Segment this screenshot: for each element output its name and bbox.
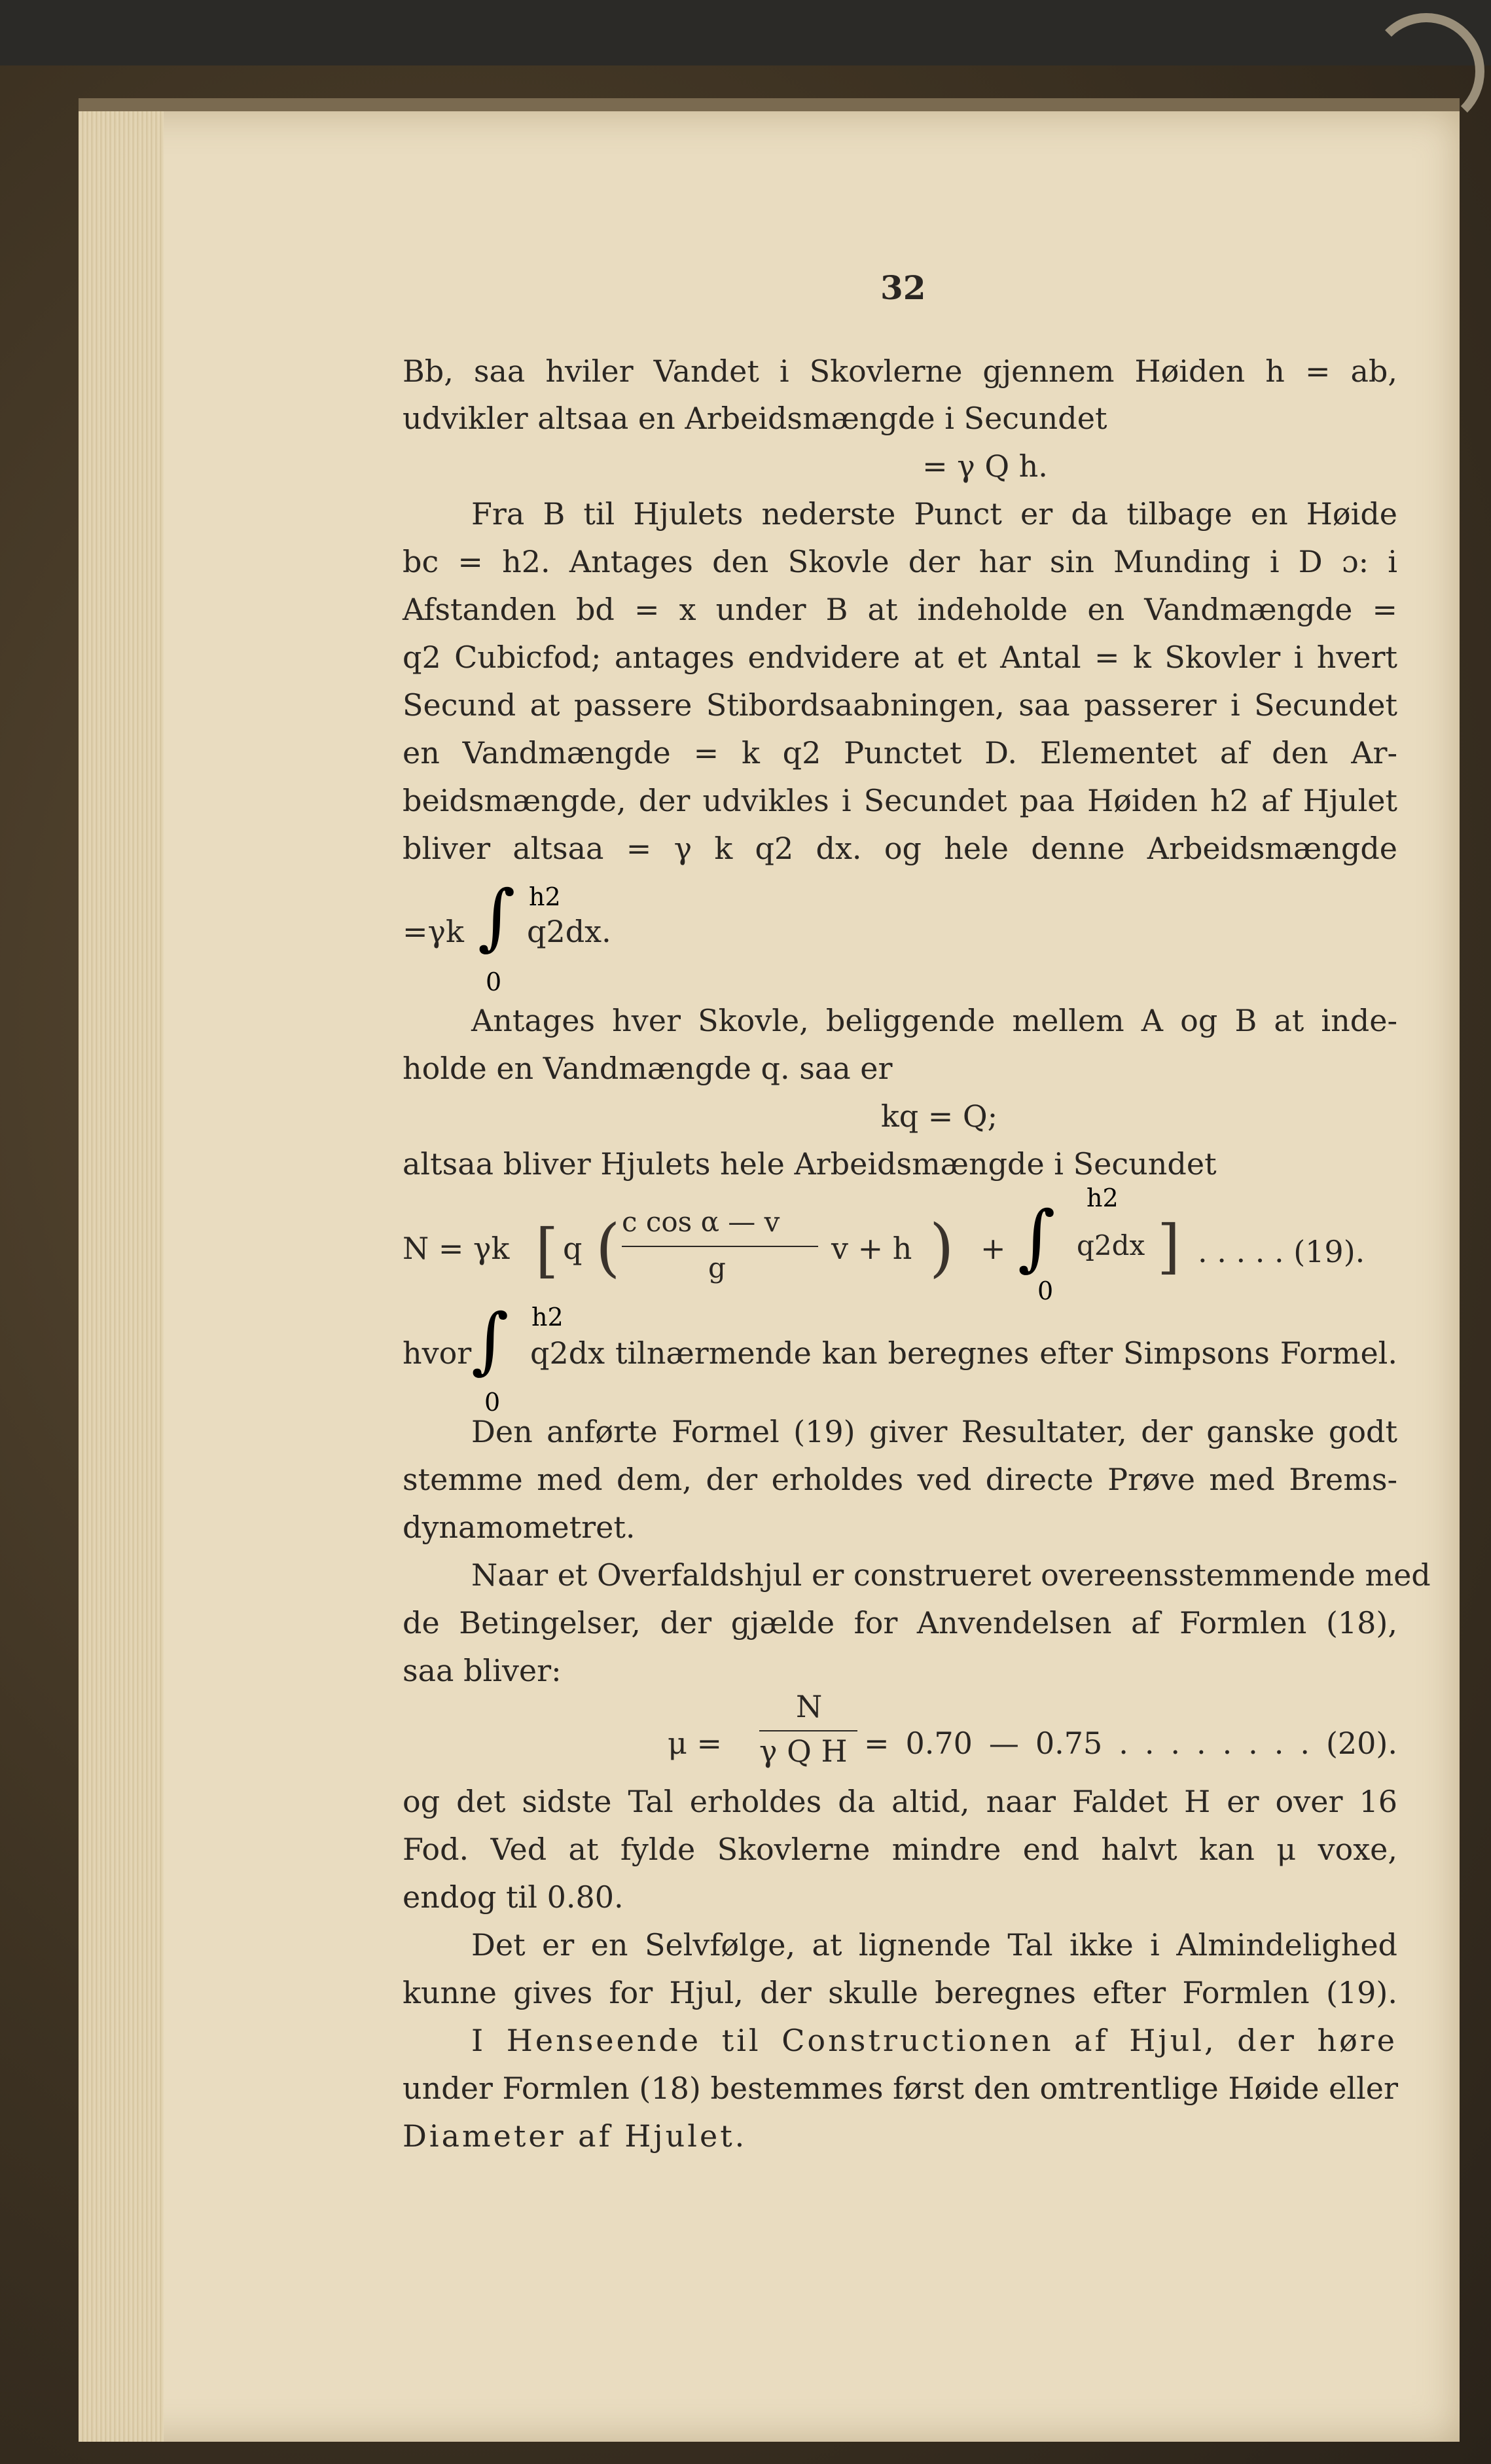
text-line-5: bc = h2. Antages den Skovle der har sin Munding i D ɔ: i (403, 544, 1397, 579)
eq19-right-bracket: ] (1157, 1212, 1181, 1281)
text-line-1: Bb, saa hviler Vandet i Skovlerne gjennem Høiden h = ab, (403, 353, 1397, 389)
eq19-upper-limit: h2 (1087, 1184, 1119, 1212)
formula-kq: kq = Q; (880, 1098, 998, 1134)
eq19-denominator: g (708, 1252, 726, 1284)
page-stack-edge (79, 111, 164, 2442)
integral-sign-2-icon: ∫ (471, 1298, 509, 1382)
text-line-32: under Formlen (18) bestemmes først den omtrentlige Høide eller (403, 2071, 1398, 2106)
eq20-numerator: N (796, 1689, 823, 1724)
eq19-numerator: c cos α — v (622, 1206, 780, 1238)
eq19-integral-icon: ∫ (1018, 1195, 1056, 1279)
text-line-14: holde en Vandmængde q. saa er (403, 1051, 893, 1086)
integral-upper-limit: h2 (529, 882, 561, 911)
text-line-20: stemme med dem, der erholdes ved directe Prøve med Brems- (403, 1462, 1397, 1497)
text-line-33: Diameter af Hjulet. (403, 2118, 747, 2154)
text-line-27: Fod. Ved at fylde Skovlerne mindre end halvt kan μ voxe, (403, 1832, 1397, 1867)
eq19-right-paren: ) (929, 1211, 954, 1284)
eq19-left-paren: ( (596, 1211, 620, 1284)
eq19-left-bracket: [ (535, 1216, 559, 1285)
integral-2-upper-limit: h2 (531, 1303, 564, 1332)
text-line-31: I Henseende til Constructionen af Hjul, der høre (471, 2023, 1397, 2058)
text-line-8: Secund at passere Stibordsaabningen, saa passerer i Secundet (403, 687, 1397, 723)
integral-sign-icon: ∫ (478, 875, 516, 958)
text-line-22: Naar et Overfaldshjul er construeret overeensstemmende med (471, 1557, 1431, 1593)
eq19-integrand: q2dx (1077, 1229, 1145, 1261)
integral-lower-limit: 0 (486, 968, 502, 996)
integral-prefix: =γk (403, 914, 464, 949)
eq19-tag: . . . . . (19). (1198, 1234, 1365, 1269)
eq19-plus: + (980, 1231, 1006, 1266)
page-number: 32 (880, 268, 926, 307)
eq19-lhs: N = γk (403, 1231, 510, 1266)
formula-gamma-qh: = γ Q h. (922, 448, 1048, 484)
text-line-30: kunne gives for Hjul, der skulle beregnes efter Formlen (19). (403, 1975, 1397, 2010)
text-line-6: Afstanden bd = x under B at indeholde en Vandmængde = (403, 592, 1397, 627)
eq19-fraction-bar (622, 1246, 818, 1247)
text-line-28: endog til 0.80. (403, 1879, 624, 1915)
integral-2-lower-limit: 0 (484, 1388, 501, 1417)
eq19-lower-limit: 0 (1037, 1277, 1054, 1305)
text-line-2: udvikler altsaa en Arbeidsmængde i Secundet (403, 401, 1107, 436)
text-line-26: og det sidste Tal erholdes da altid, naar Faldet H er over 16 (403, 1784, 1397, 1819)
text-line-23: de Betingelser, der gjælde for Anvendelsen af Formlen (18), (403, 1605, 1397, 1640)
text-line-16: altsaa bliver Hjulets hele Arbeidsmængde i Secundet (403, 1146, 1217, 1182)
eq19-v-plus-h: v + h (831, 1231, 912, 1266)
text-line-19: Den anførte Formel (19) giver Resultater, der ganske godt (471, 1414, 1397, 1449)
text-hvor: hvor (403, 1335, 472, 1371)
text-line-29: Det er en Selvfølge, at lignende Tal ikke i Almindelighed (471, 1927, 1397, 1963)
text-line-10: beidsmængde, der udvikles i Secundet paa Høiden h2 af Hjulet (403, 783, 1397, 818)
text-line-4: Fra B til Hjulets nederste Punct er da tilbage en Høide (471, 496, 1397, 532)
text-line-13: Antages hver Skovle, beliggende mellem A og B at inde- (471, 1003, 1397, 1038)
eq20-fraction-bar (759, 1730, 857, 1731)
text-line-24: saa bliver: (403, 1653, 562, 1688)
text-line-18: q2dx tilnærmende kan beregnes efter Simpsons Formel. (530, 1335, 1397, 1371)
text-line-21: dynamometret. (403, 1510, 636, 1545)
text-line-7: q2 Cubicfod; antages endvidere at et Antal = k Skovler i hvert (403, 640, 1397, 675)
eq20-rhs: = 0.70 — 0.75 . . . . . . . . (20). (864, 1726, 1397, 1761)
eq20-lhs: μ = (668, 1726, 723, 1761)
text-line-11: bliver altsaa = γ k q2 dx. og hele denne Arbeidsmængde (403, 831, 1397, 866)
eq19-q: q (563, 1231, 583, 1266)
integrand-q2dx: q2dx. (527, 914, 611, 949)
text-line-9: en Vandmængde = k q2 Punctet D. Elementet af den Ar- (403, 735, 1397, 770)
eq20-denominator: γ Q H (759, 1733, 848, 1769)
